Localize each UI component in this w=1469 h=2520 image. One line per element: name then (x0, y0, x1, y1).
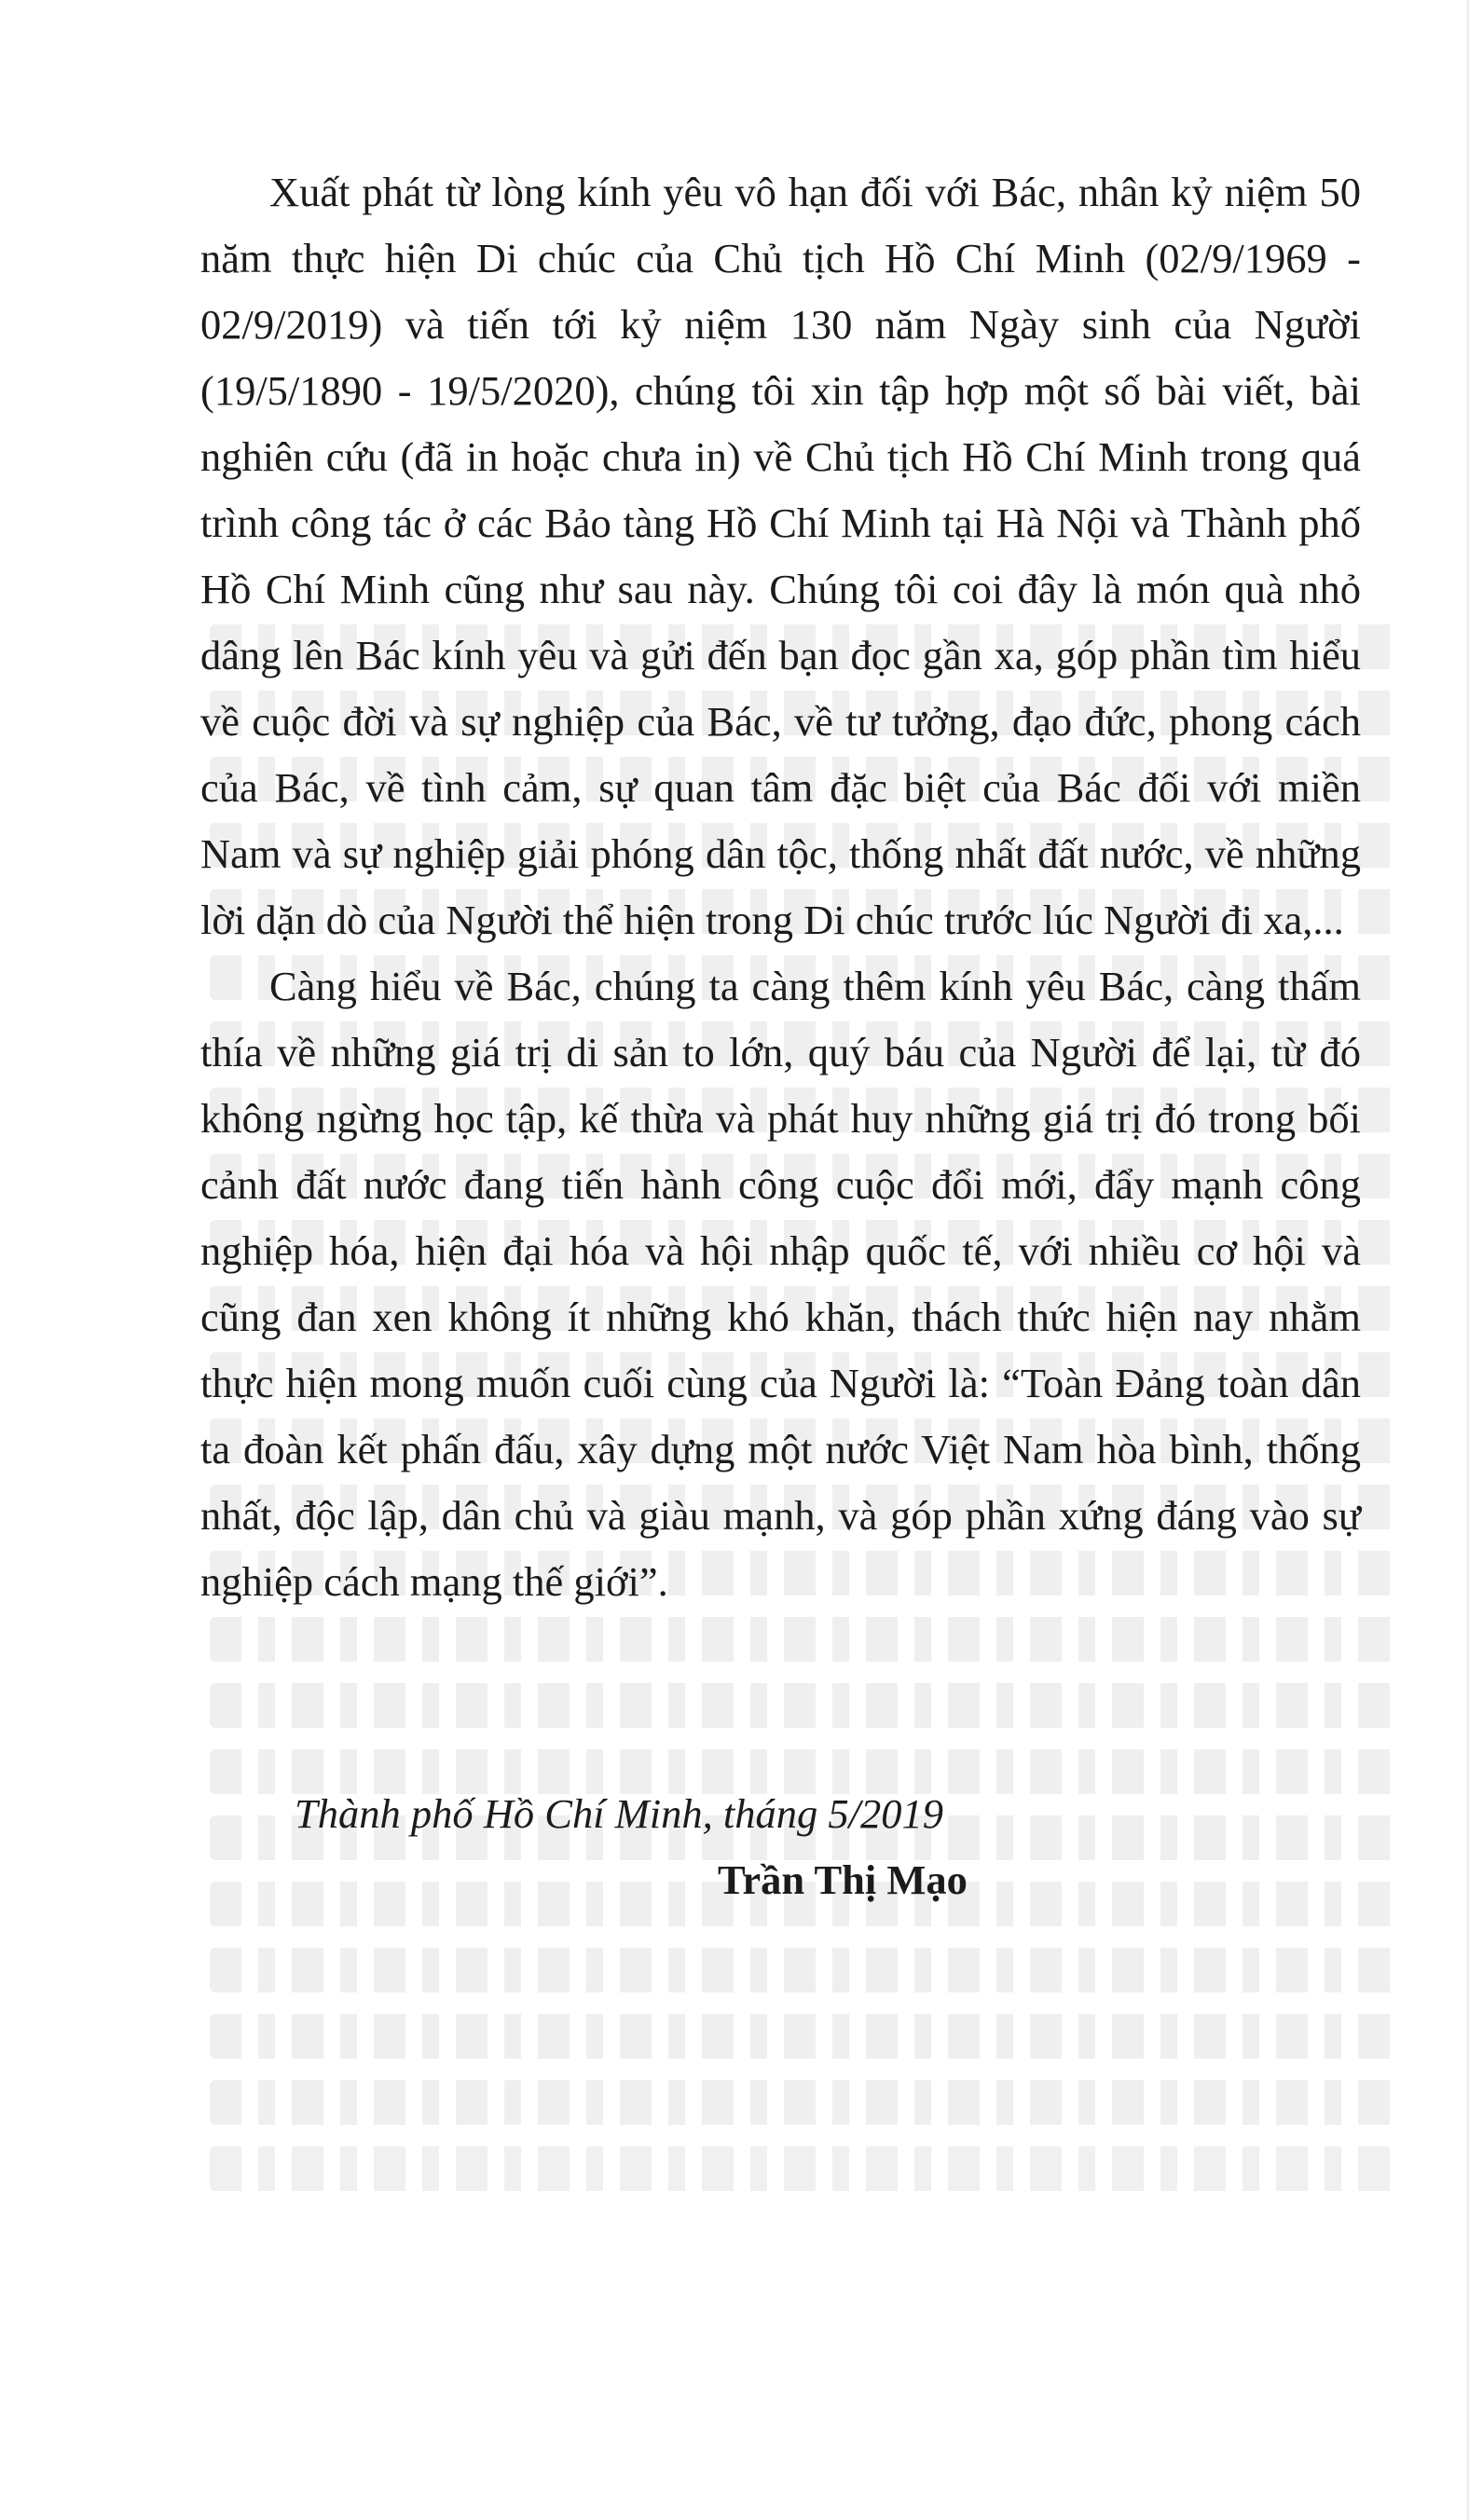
page-edge (1465, 0, 1469, 2520)
body-text (200, 159, 1361, 1615)
place-and-date: Thành phố Hồ Chí Minh, tháng 5/2019 (295, 1790, 943, 1837)
paragraph-1: Xuất phát từ lòng kính yêu vô hạn đối với Bác, nhân kỷ niệm 50 năm thực hiện Di chúc của Chủ tịch Hồ Chí Minh (02/9/1969 - 02/9/2019) và tiến tới kỷ niệm 130 năm Ngày sinh của Người (19/5/1890 - 19/5/2020), chúng tôi xin tập hợp một số bài viết, bài nghiên cứu (đã in hoặc chưa in) về Chủ tịch Hồ Chí Minh trong quá trình công tác ở các Bảo tàng Hồ Chí Minh tại Hà Nội và Thành phố Hồ Chí Minh cũng như sau này. Chúng tôi coi đây là món quà nhỏ dâng lên Bác kính yêu và gửi đến bạn đọc gần xa, góp phần tìm hiểu về cuộc đời và sự nghiệp của Bác, về tư tưởng, đạo đức, phong cách của Bác, về tình cảm, sự quan tâm đặc biệt của Bác đối với miền Nam và sự nghiệp giải phóng dân tộc, thống nhất đất nước, về những lời dặn dò của Người thể hiện trong Di chúc trước lúc Người đi xa,... (200, 169, 1361, 943)
paragraph-2: Càng hiểu về Bác, chúng ta càng thêm kính yêu Bác, càng thấm thía về những giá trị di sản to lớn, quý báu của Người để lại, từ đó không ngừng học tập, kế thừa và phát huy những giá trị đó trong bối cảnh đất nước đang tiến hành công cuộc đổi mới, đẩy mạnh công nghiệp hóa, hiện đại hóa và hội nhập quốc tế, với nhiều cơ hội và cũng đan xen không ít những khó khăn, thách thức hiện nay nhằm thực hiện mong muốn cuối cùng của Người là: “Toàn Đảng toàn dân ta đoàn kết phấn đấu, xây dựng một nước Việt Nam hòa bình, thống nhất, độc lập, dân chủ và giàu mạnh, và góp phần xứng đáng vào sự nghiệp cách mạng thế giới”. (200, 963, 1361, 1605)
author-name: Trần Thị Mạo (718, 1856, 968, 1903)
